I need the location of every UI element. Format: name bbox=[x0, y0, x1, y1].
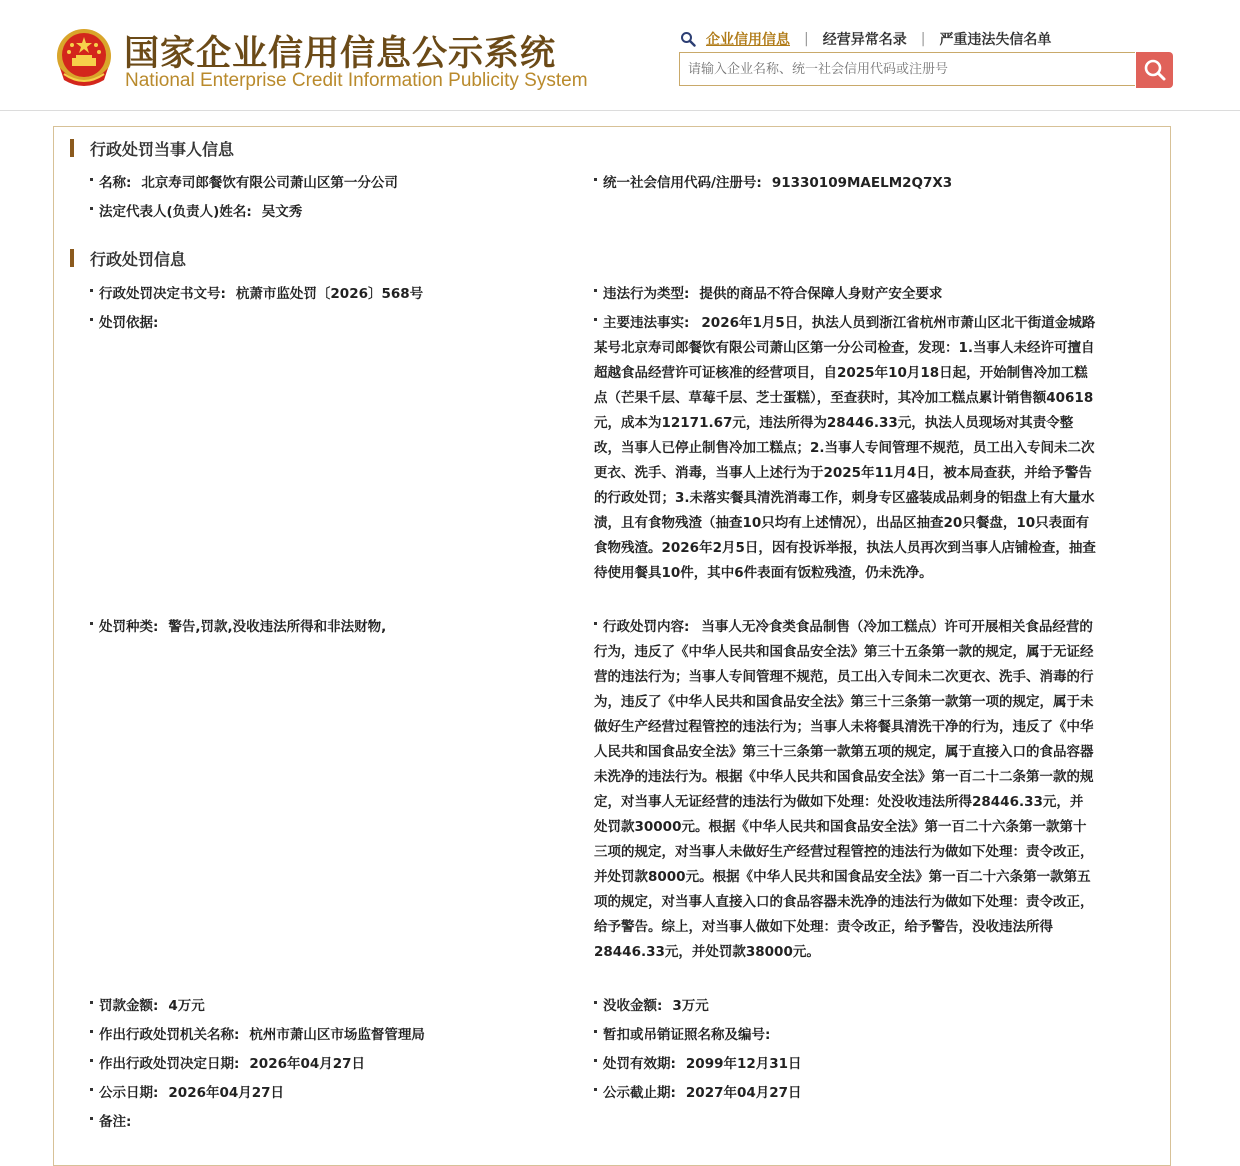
section-bar bbox=[70, 249, 74, 267]
bullet-dot bbox=[90, 1117, 93, 1120]
magnifier-icon bbox=[680, 31, 696, 47]
field-label: 罚款金额: bbox=[99, 998, 159, 1014]
bullet-dot bbox=[594, 1030, 597, 1033]
field-value: 提供的商品不符合保障人身财产安全要求 bbox=[699, 286, 943, 302]
field-legal-rep bbox=[90, 200, 570, 225]
field-penalty-kind bbox=[90, 615, 570, 640]
field-violation-type bbox=[594, 282, 1096, 307]
nav-abnormal-operation-list[interactable]: 经营异常名录 bbox=[822, 32, 907, 48]
search-icon bbox=[1143, 58, 1167, 82]
field-label: 法定代表人(负责人)姓名: bbox=[99, 204, 252, 220]
field-label: 行政处罚决定书文号: bbox=[99, 286, 226, 302]
field-valid-until bbox=[594, 1052, 1096, 1077]
field-value: 2027年04月27日 bbox=[685, 1085, 802, 1101]
field-penalty-content bbox=[594, 615, 1096, 965]
field-value: 2026年04月27日 bbox=[249, 1056, 366, 1072]
field-label: 处罚有效期: bbox=[603, 1056, 676, 1072]
field-main-facts bbox=[594, 311, 1096, 586]
field-credit-code bbox=[594, 171, 1096, 196]
bullet-dot bbox=[594, 178, 597, 181]
bullet-dot bbox=[90, 1059, 93, 1062]
field-label: 违法行为类型: bbox=[603, 286, 690, 302]
bullet-dot bbox=[594, 1001, 597, 1004]
field-basis bbox=[90, 311, 570, 336]
field-label: 作出行政处罚决定日期: bbox=[99, 1056, 240, 1072]
field-label: 处罚依据: bbox=[99, 315, 159, 331]
bullet-dot bbox=[90, 207, 93, 210]
national-emblem-icon bbox=[54, 28, 114, 90]
field-label: 主要违法事实: bbox=[603, 315, 690, 331]
field-label: 处罚种类: bbox=[99, 619, 159, 635]
search-button[interactable] bbox=[1136, 52, 1173, 88]
field-value: 2099年12月31日 bbox=[685, 1056, 802, 1072]
field-label: 公示截止期: bbox=[603, 1085, 676, 1101]
field-decision-date bbox=[90, 1052, 570, 1077]
field-label: 统一社会信用代码/注册号: bbox=[603, 175, 762, 191]
bullet-dot bbox=[90, 1001, 93, 1004]
bullet-dot bbox=[594, 1088, 597, 1091]
field-value: 杭萧市监处罚〔2026〕568号 bbox=[235, 286, 424, 302]
section-title: 行政处罚当事人信息 bbox=[90, 139, 235, 159]
nav-serious-violation-list[interactable]: 严重违法失信名单 bbox=[939, 32, 1052, 48]
bullet-dot bbox=[594, 622, 597, 625]
field-value: 3万元 bbox=[672, 998, 709, 1014]
field-label: 暂扣或吊销证照名称及编号: bbox=[603, 1027, 771, 1043]
bullet-dot bbox=[90, 289, 93, 292]
field-fine-amount bbox=[90, 994, 570, 1019]
bullet-dot bbox=[90, 1088, 93, 1091]
field-doc-no bbox=[90, 282, 570, 307]
field-value: 当事人无冷食类食品制售（冷加工糕点）许可开展相关食品经营的行为，违反了《中华人民共和国食品安全法》第三十五条第一款的规定，属于无证经营的违法行为；当事人专间管理不规范，员工出入专间未二次更衣、洗手、消毒的行为，违反了《中华人民共和国食品安全法》第三十三条第一款第一项的规定，属于未做好生产经营过程管控的违法行为；当事人未将餐具清洗干净的行为，违反了《中华人民共和国食品安全法》第三十三条第一款第五项的规定，属于直接入口的食品容器未洗净的违法行为。根据《中华人民共和国食品安全法》第一百二十二条第一款的规定，对当事人无证经营的违法行为做如下处理：处没收违法所得28446.33元，并处罚款30000元。根据《中华人民共和国食品安全法》第一百二十六条第一款第十三项的规定，对当事人未做好生产经营过程管控的违法行为做如下处理：责令改正，并处罚款8000元。根据《中华人民共和国食品安全法》第一百二十六条第一款第五项的规定，对当事人直接入口的食品容器未洗净的违法行为做如下处理：责令改正，给予警告。综上，对当事人做如下处理：责令改正，给予警告，没收违法所得28446.33元，并处罚款38000元。 bbox=[594, 619, 1094, 960]
top-nav bbox=[680, 29, 1051, 49]
search-input[interactable] bbox=[679, 52, 1135, 86]
field-remark bbox=[90, 1110, 570, 1135]
section-party-info bbox=[70, 138, 234, 158]
field-confiscation-amount bbox=[594, 994, 1096, 1019]
nav-separator: | bbox=[804, 31, 809, 47]
field-value: 杭州市萧山区市场监督管理局 bbox=[249, 1027, 425, 1043]
field-publish-date bbox=[90, 1081, 570, 1106]
section-title: 行政处罚信息 bbox=[90, 249, 187, 269]
field-publish-end bbox=[594, 1081, 1096, 1106]
field-name bbox=[90, 171, 570, 196]
bullet-dot bbox=[594, 289, 597, 292]
field-label: 没收金额: bbox=[603, 998, 663, 1014]
bullet-dot bbox=[90, 178, 93, 181]
bullet-dot bbox=[90, 622, 93, 625]
bullet-dot bbox=[90, 1030, 93, 1033]
field-authority bbox=[90, 1023, 570, 1048]
bullet-dot bbox=[594, 318, 597, 321]
field-value: 吴文秀 bbox=[261, 204, 303, 220]
section-bar bbox=[70, 139, 74, 157]
field-label: 备注: bbox=[99, 1114, 132, 1130]
site-header bbox=[0, 0, 1240, 111]
bullet-dot bbox=[594, 1059, 597, 1062]
field-license bbox=[594, 1023, 1096, 1048]
nav-enterprise-credit[interactable]: 企业信用信息 bbox=[706, 32, 790, 48]
field-value: 警告,罚款,没收违法所得和非法财物, bbox=[168, 619, 387, 635]
field-label: 行政处罚内容: bbox=[603, 619, 690, 635]
bullet-dot bbox=[90, 318, 93, 321]
section-penalty-info bbox=[70, 248, 186, 268]
nav-separator: | bbox=[920, 31, 926, 47]
field-label: 名称: bbox=[99, 175, 132, 191]
site-title-cn: 国家企业信用信息公示系统 bbox=[124, 34, 557, 74]
field-label: 公示日期: bbox=[99, 1085, 159, 1101]
field-value: 91330109MAELM2Q7X3 bbox=[771, 175, 953, 191]
field-value: 4万元 bbox=[168, 998, 205, 1014]
field-value: 2026年1月5日，执法人员到浙江省杭州市萧山区北干街道金城路某号北京寿司郎餐饮有限公司萧山区第一分公司检查，发现：1.当事人未经许可擅自超越食品经营许可证核准的经营项目，自2025年10月18日起，开始制售冷加工糕点（芒果千层、草莓千层、芝士蛋糕），至查获时，其冷加工糕点累计销售额40618元，成本为12171.67元，违法所得为28446.33元，执法人员现场对其责令整改，当事人已停止制售冷加工糕点；2.当事人专间管理不规范，员工出入专间未二次更衣、洗手、消毒，当事人上述行为于2025年11月4日，被本局查获，并给予警告的行政处罚；3.未落实餐具清洗消毒工作，刺身专区盛装成品刺身的铝盘上有大量水渍，且有食物残渣（抽查10只均有上述情况），出品区抽查20只餐盘，10只表面有食物残渣。2026年2月5日，因有投诉举报，执法人员再次到当事人店铺检查，抽查待使用餐具10件，其中6件表面有饭粒残渣，仍未洗净。 bbox=[594, 315, 1096, 581]
field-value: 2026年04月27日 bbox=[168, 1085, 285, 1101]
field-label: 作出行政处罚机关名称: bbox=[99, 1027, 240, 1043]
field-value: 北京寿司郎餐饮有限公司萧山区第一分公司 bbox=[141, 175, 398, 191]
site-title-en: National Enterprise Credit Information Publicity System bbox=[125, 70, 588, 91]
